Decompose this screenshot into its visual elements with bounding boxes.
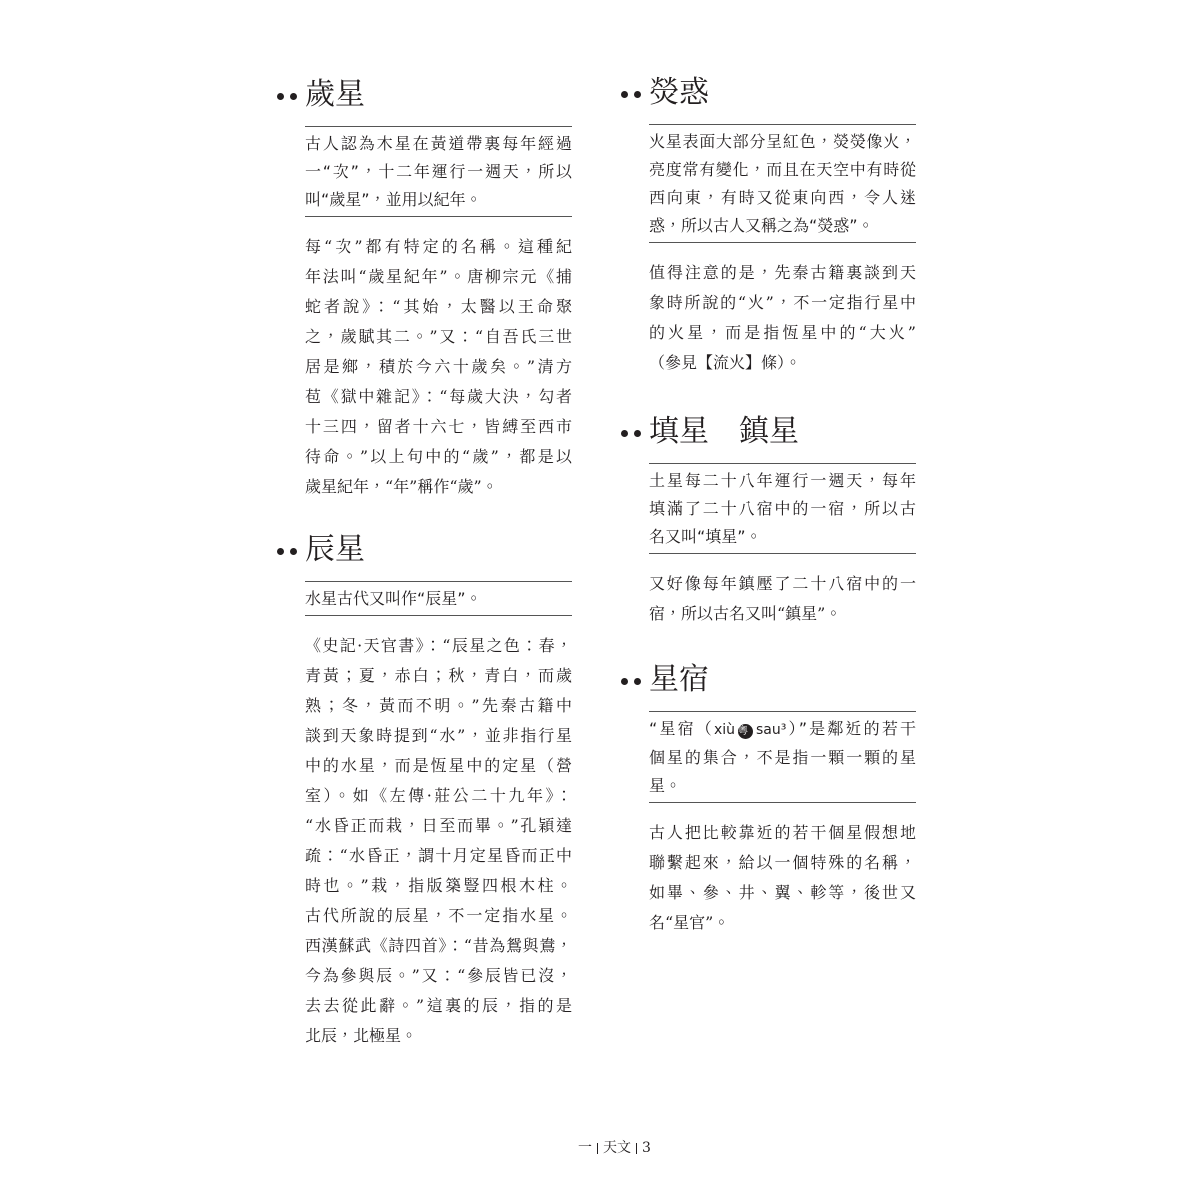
definition-line: 古人認為木星在黃道帶裏每年經過: [305, 134, 572, 153]
body-line: （參見【流火】條）。: [649, 353, 802, 372]
chapter-number: 一: [578, 1140, 592, 1156]
body-line: 每“次”都有特定的名稱。這種紀: [305, 237, 572, 256]
entry-heading-text: 歲星: [305, 77, 365, 112]
body-line: 聯繫起來，給以一個特殊的名稱，: [649, 853, 916, 872]
definition-line: [649, 715, 916, 744]
body-line: 談到天象時提到“水”，並非指行星: [305, 726, 572, 745]
entry-heading: [305, 78, 572, 112]
definition-line: 惑，所以古人又稱之為“熒惑”。: [649, 216, 874, 235]
entry-heading: [649, 663, 916, 697]
entry-body: [649, 818, 916, 938]
definition-line: 水星古代又叫作“辰星”。: [305, 589, 482, 608]
definition-line: 一“次”，十二年運行一週天，所以: [305, 162, 572, 181]
definition-line: 星。: [649, 776, 682, 795]
definition-line: 火星表面大部分呈紅色，熒熒像火，: [649, 132, 916, 151]
body-line: 熟；冬，黃而不明。”先秦古籍中: [305, 696, 572, 715]
body-line: 中的水星，而是恆星中的定星（營: [305, 756, 572, 775]
cantonese-mark: 粵: [738, 724, 753, 739]
entry-heading: [305, 533, 572, 567]
definition-line: 叫“歲星”，並用以紀年。: [305, 190, 482, 209]
entry-heading-text: 星宿: [649, 662, 709, 697]
body-line: 古人把比較靠近的若干個星假想地: [649, 823, 916, 842]
definition-text: ）”是鄰近的若干: [786, 719, 916, 738]
footer-separator: [597, 1143, 598, 1154]
body-line: 名“星官”。: [649, 913, 730, 932]
entry-body: [649, 569, 916, 629]
body-line: 象時所說的“火”，不一定指行星中: [649, 293, 916, 312]
chapter-title: 天文: [603, 1140, 631, 1156]
page-number: 3: [642, 1140, 651, 1156]
body-line: 北辰，北極星。: [305, 1026, 418, 1045]
definition-line: 亮度常有變化，而且在天空中有時從: [649, 160, 916, 179]
definition-line: 填滿了二十八宿中的一宿，所以古: [649, 499, 916, 518]
definition-line: 土星每二十八年運行一週天，每年: [649, 471, 916, 490]
entry-heading-text: 填星 鎮星: [649, 414, 799, 449]
definition-box: [305, 126, 572, 217]
entry-body: [649, 258, 916, 378]
body-line: 居是鄉，積於今六十歲矣。”清方: [305, 357, 572, 376]
body-line: 待命。”以上句中的“歲”，都是以: [305, 447, 572, 466]
body-line: 十三四，留者十六七，皆縛至西市: [305, 417, 572, 436]
heading-bullet-icon: [277, 548, 298, 555]
page-footer: [578, 1139, 651, 1157]
definition-line: 西向東，有時又從東向西，令人迷: [649, 188, 916, 207]
entry-ying-huo: [649, 76, 916, 378]
entry-chen-xing: [305, 533, 572, 1051]
body-line: 宿，所以古名又叫“鎮星”。: [649, 604, 842, 623]
body-line: 之，歲賦其二。”又：“自吾氏三世: [305, 327, 572, 346]
entry-tian-xing-zhen-xing: [649, 415, 916, 629]
body-line: 時也。”栽，指版築豎四根木柱。: [305, 876, 572, 895]
definition-line: 個星的集合，不是指一顆一顆的星: [649, 748, 916, 767]
body-line: 的火星，而是指恆星中的“大火”: [649, 323, 916, 342]
definition-box: [649, 711, 916, 803]
entry-sui-xing: [305, 78, 572, 502]
body-line: 室）。如《左傳·莊公二十九年》：: [305, 786, 572, 805]
heading-bullet-icon: [621, 91, 642, 98]
body-line: 值得注意的是，先秦古籍裏談到天: [649, 263, 916, 282]
body-line: 《史記·天官書》：“辰星之色：春，: [305, 636, 572, 655]
entry-heading-text: 熒惑: [649, 75, 709, 110]
body-line: 又好像每年鎮壓了二十八宿中的一: [649, 574, 916, 593]
jyutping-romanization: sau³: [756, 722, 787, 738]
body-line: 古代所說的辰星，不一定指水星。: [305, 906, 572, 925]
body-line: 苞《獄中雜記》：“每歲大決，勾者: [305, 387, 572, 406]
footer-separator: [636, 1143, 637, 1154]
entry-xing-xiu: [649, 663, 916, 938]
body-line: 疏：“水昏正，謂十月定星昏而正中: [305, 846, 572, 865]
heading-bullet-icon: [621, 430, 642, 437]
entry-heading: [649, 415, 916, 449]
body-line: 蛇者說》：“其始，太醫以王命聚: [305, 297, 572, 316]
body-line: 如畢、參、井、翼、軫等，後世又: [649, 883, 916, 902]
body-line: 今為參與辰。”又：“參辰皆已沒，: [305, 966, 572, 985]
body-line: “水昏正而栽，日至而畢。”孔穎達: [305, 816, 572, 835]
entry-body: [305, 232, 572, 502]
body-line: 西漢蘇武《詩四首》：“昔為鴛與鴦，: [305, 936, 572, 955]
heading-bullet-icon: [277, 93, 298, 100]
entry-heading: [649, 76, 916, 110]
entry-heading-text: 辰星: [305, 532, 365, 567]
definition-box: [649, 124, 916, 243]
body-line: 青黃；夏，赤白；秋，青白，而歲: [305, 666, 572, 685]
definition-text: “星宿（: [649, 719, 714, 738]
entry-body: [305, 631, 572, 1051]
definition-line: 名又叫“填星”。: [649, 527, 762, 546]
definition-box: [649, 463, 916, 554]
heading-bullet-icon: [621, 678, 642, 685]
pinyin-romanization: xiù: [713, 722, 736, 738]
body-line: 去去從此辭。”這裏的辰，指的是: [305, 996, 572, 1015]
body-line: 歲星紀年，“年”稱作“歲”。: [305, 477, 498, 496]
body-line: 年法叫“歲星紀年”。唐柳宗元《捕: [305, 267, 572, 286]
definition-box: [305, 581, 572, 616]
